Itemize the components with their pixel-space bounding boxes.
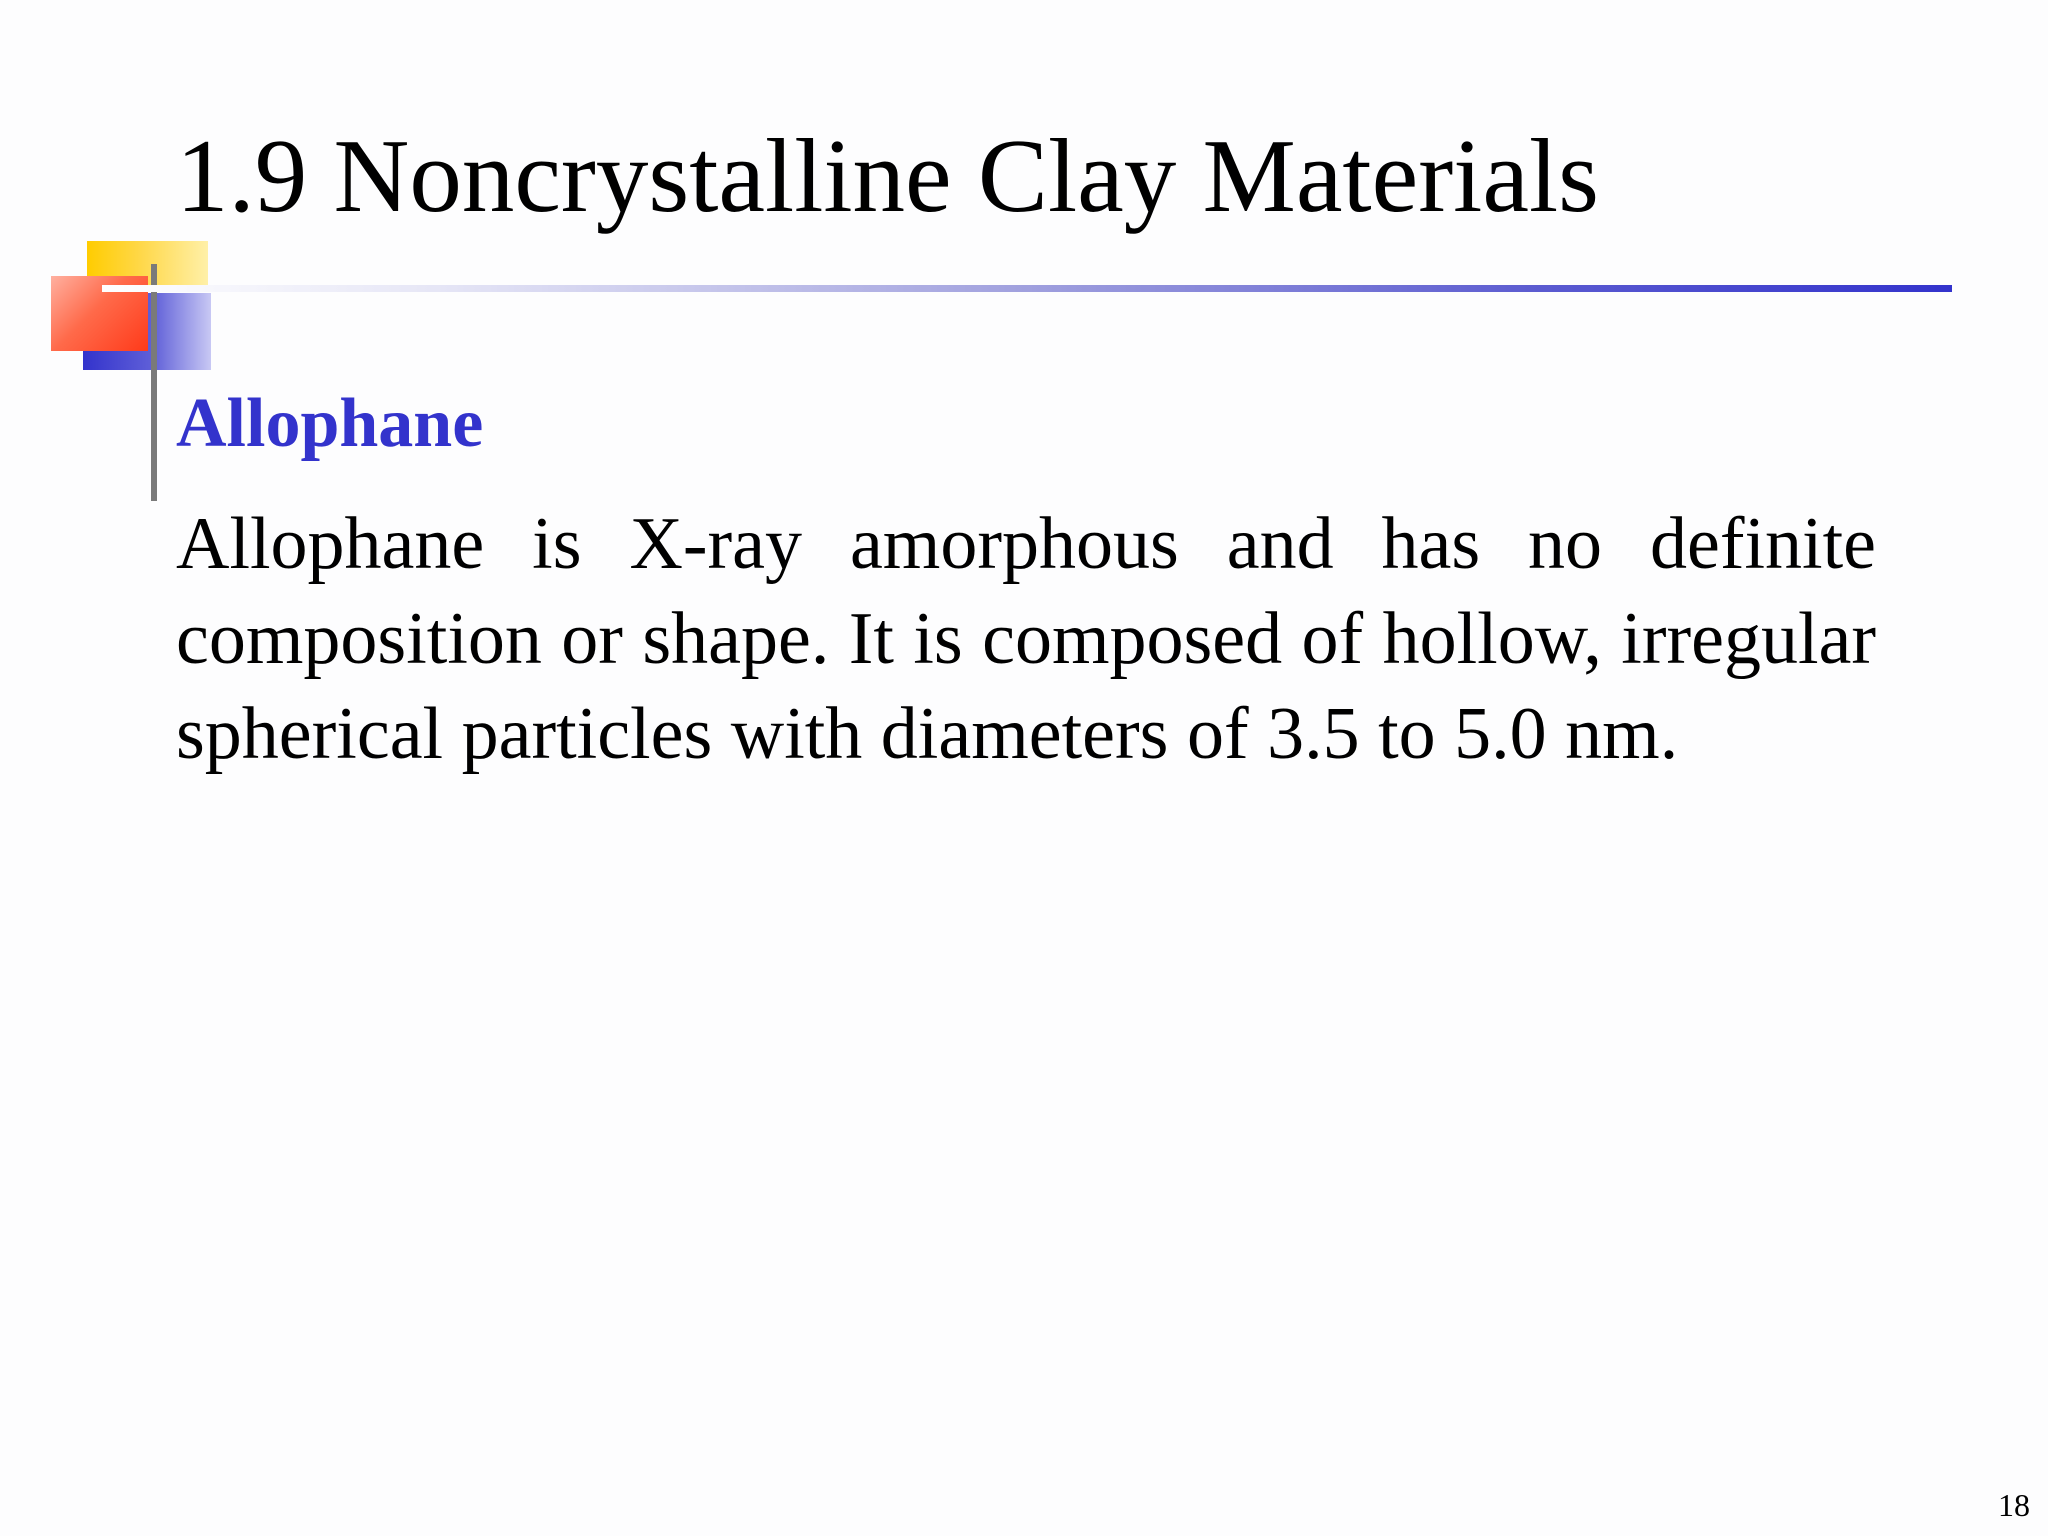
title-underline-rule	[102, 285, 1952, 292]
vertical-accent-line	[151, 264, 157, 501]
page-number: 18	[1998, 1487, 2030, 1523]
slide-title: 1.9 Noncrystalline Clay Materials	[176, 117, 1599, 234]
body-paragraph: Allophane is X-ray amorphous and has no definite composition or shape. It is composed of hollow, irregular spherical particles with diameters of 3.5 to 5.0 nm.	[176, 503, 1876, 775]
section-heading: Allophane	[176, 385, 484, 462]
